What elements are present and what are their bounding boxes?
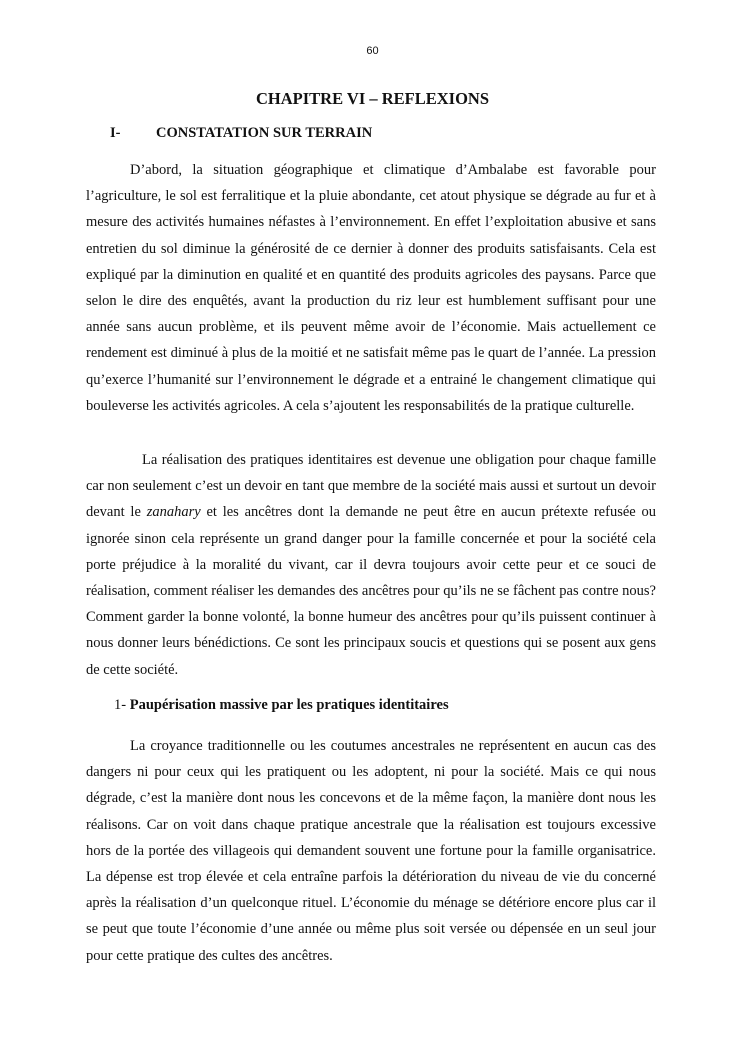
section-heading <box>110 125 372 142</box>
paragraph-croyance: La croyance traditionnelle ou les coutumes ancestrales ne représentent en aucun cas des dangers ni pour ceux qui les pratiquent ou les adoptent, ni pour la société. Mais ce qui nous dégrade, c’est la manière dont nous les concevons et de la même façon, la manière dont nous les réalisons. Car on voit dans chaque pratique ancestrale que la réalisation est toujours excessive hors de la portée des villageois qui demandent souvent une fortune pour la famille organisatrice. La dépense est trop élevée et cela entraîne parfois la détérioration du niveau de vie du concerné après la réalisation d’un quelconque rituel. L’économie du ménage se détériore encore plus car il se peut que toute l’économie d’une année ou même plus soit versée ou dépensée en un seul jour pour cette pratique des cultes des ancêtres. <box>86 738 656 964</box>
paragraph-pratiques-identitaires <box>86 447 656 683</box>
italic-term-zanahary: zanahary <box>146 504 201 521</box>
section-title: CONSTATATION SUR TERRAIN <box>156 125 373 141</box>
paragraph-situation: D’abord, la situation géographique et climatique d’Ambalabe est favorable pour l’agriculture, le sol est ferralitique et la pluie abondante, cet atout physique se dégrade au fur et à mesure des activités humaines néfastes à l’environnement. En effet l’exploitation abusive et sans entretien du sol diminue la générosité de ce dernier à donner des produits satisfaisants. Cela est expliqué par la diminution en qualité et en quantité des produits agricoles des paysans. Parce que selon le dire des enquêtés, avant la production du riz leur est humblement suffisant pour une année sans aucun problème, et ils peuvent même avoir de l’économie. Mais actuellement ce rendement est diminué à plus de la moitié et ne satisfait même pas le quart de l’année. La pression qu’exerce l’humanité sur l’environnement le dégrade et a entrainé le changement climatique qui bouleverse les activités agricoles. A cela s’ajoutent les responsabilités de la pratique culturelle. <box>86 162 656 414</box>
section-number: I- <box>110 125 121 141</box>
paragraph-text: La réalisation des pratiques identitaires est devenue une obligation pour chaque famille car non seulement c’est un devoir en tant que membre de la société mais aussi et surtout un devoir devant le <box>86 452 656 521</box>
paragraph-text: et les ancêtres dont la demande ne peut être en aucun prétexte refusée ou ignorée sinon cela représente un grand danger pour la famille concernée et pour la société cela porte préjudice à la moralité du vivant, car il devra toujours avoir cette peur et ce souci de réalisation, comment réaliser les demandes des ancêtres pour qu’ils ne se fâchent pas contre nous? Comment garder la bonne volonté, la bonne humeur des ancêtres pour qu’ils puissent continuer à nous donner leurs bénédictions. Ce sont les principaux soucis et questions qui se posent aux gens de cette société. <box>86 504 656 678</box>
subsection-title: Paupérisation massive par les pratiques identitaires <box>129 697 449 713</box>
subsection-heading <box>114 697 449 714</box>
chapter-title: CHAPITRE VI – REFLEXIONS <box>255 89 490 108</box>
subsection-number: 1- <box>114 697 130 713</box>
page-number: 60 <box>366 45 379 57</box>
